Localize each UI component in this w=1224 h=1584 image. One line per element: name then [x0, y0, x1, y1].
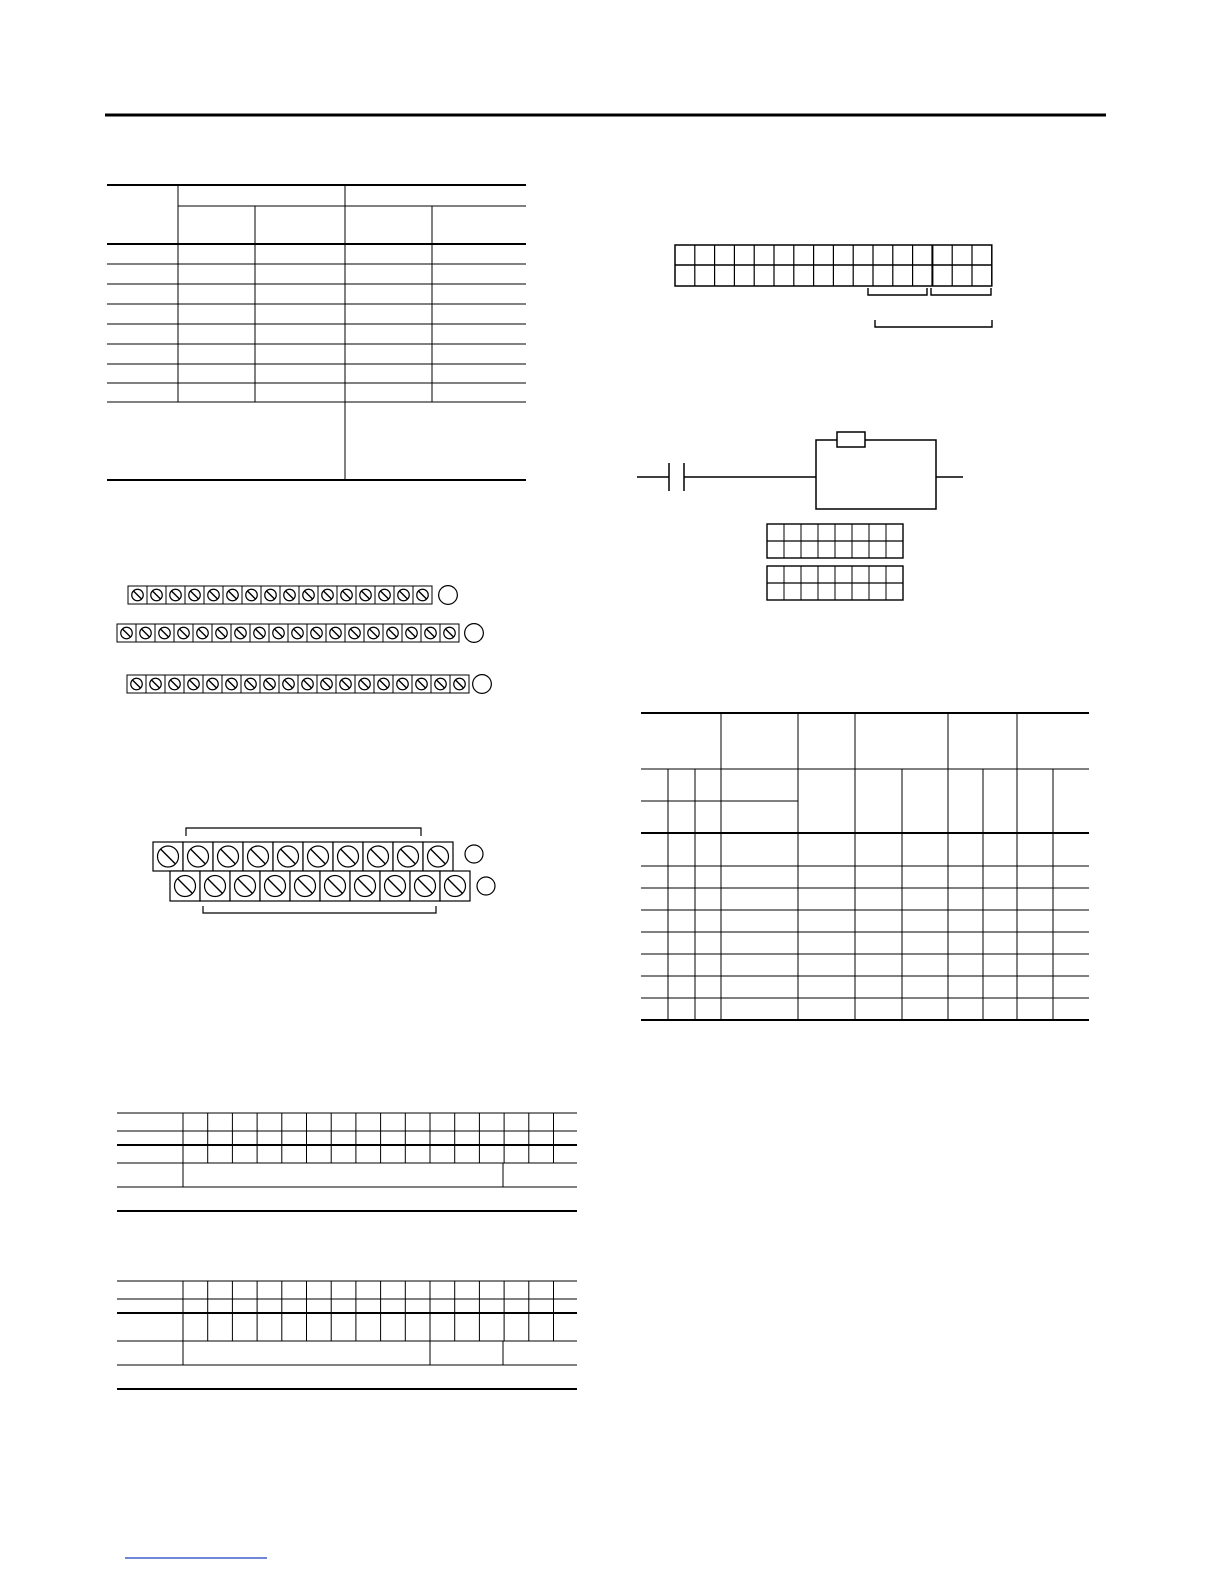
block-end-marker-lower	[477, 877, 495, 895]
ladder-rung	[637, 432, 963, 509]
bit-map-tables	[117, 1113, 577, 1389]
dual-terminal-block	[153, 828, 495, 913]
bit-group-bracket	[931, 288, 991, 295]
block-end-marker-upper	[465, 845, 483, 863]
config-table	[641, 713, 1089, 1020]
terminal-strips	[117, 586, 491, 694]
instruction-block	[816, 440, 936, 509]
word-bit-layout	[675, 245, 992, 327]
terminal-strip-end-marker	[473, 675, 492, 694]
instruction-header-tab	[837, 432, 865, 447]
combined-group-bracket	[875, 320, 992, 327]
rung-data-grids	[767, 524, 903, 600]
lower-group-bracket	[203, 906, 436, 913]
summary-table	[107, 185, 526, 480]
upper-group-bracket	[186, 828, 421, 836]
terminal-strip-end-marker	[439, 586, 458, 605]
bit-group-bracket	[868, 288, 927, 295]
terminal-strip-end-marker	[465, 624, 484, 643]
